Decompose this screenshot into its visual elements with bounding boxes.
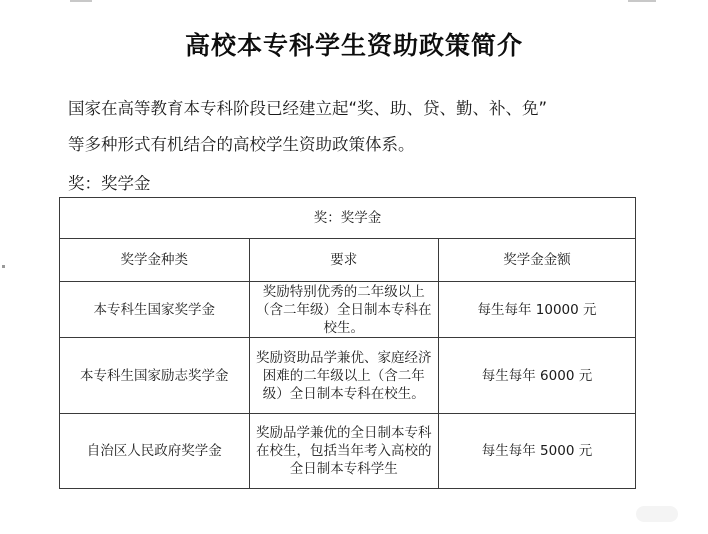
table-row <box>60 414 636 489</box>
intro-paragraph-line-2: 等多种形式有机结合的高校学生资助政策体系。 <box>68 135 415 154</box>
table-header-row <box>60 239 636 282</box>
scholarship-table <box>59 197 636 489</box>
page-edge-mark <box>628 0 656 2</box>
requirement-cell: 奖励品学兼优的全日制本专科在校生，包括当年考入高校的全日制本专科学生 <box>249 414 439 489</box>
document-title: 高校本专科学生资助政策简介 <box>184 31 523 60</box>
column-header-type: 奖学金种类 <box>60 239 250 282</box>
section-label: 奖：奖学金 <box>68 174 151 193</box>
table-caption: 奖：奖学金 <box>60 198 636 239</box>
table-row <box>60 282 636 338</box>
amount-cell: 每生每年 10000 元 <box>439 282 636 338</box>
amount-cell: 每生每年 6000 元 <box>439 338 636 414</box>
page-edge-mark <box>70 0 92 2</box>
table-caption-row <box>60 198 636 239</box>
page-edge-mark <box>2 265 5 268</box>
column-header-amount: 奖学金金额 <box>439 239 636 282</box>
amount-cell: 每生每年 5000 元 <box>439 414 636 489</box>
watermark-badge <box>636 506 678 522</box>
scholarship-type-cell: 自治区人民政府奖学金 <box>60 414 250 489</box>
table-row <box>60 338 636 414</box>
scholarship-type-cell: 本专科生国家励志奖学金 <box>60 338 250 414</box>
column-header-requirement: 要求 <box>249 239 439 282</box>
requirement-cell: 奖励特别优秀的二年级以上（含二年级）全日制本专科在校生。 <box>249 282 439 338</box>
intro-paragraph-line-1: 国家在高等教育本专科阶段已经建立起“奖、助、贷、勤、补、免” <box>68 99 548 118</box>
scholarship-type-cell: 本专科生国家奖学金 <box>60 282 250 338</box>
requirement-cell: 奖励资助品学兼优、家庭经济困难的二年级以上（含二年级）全日制本专科在校生。 <box>249 338 439 414</box>
